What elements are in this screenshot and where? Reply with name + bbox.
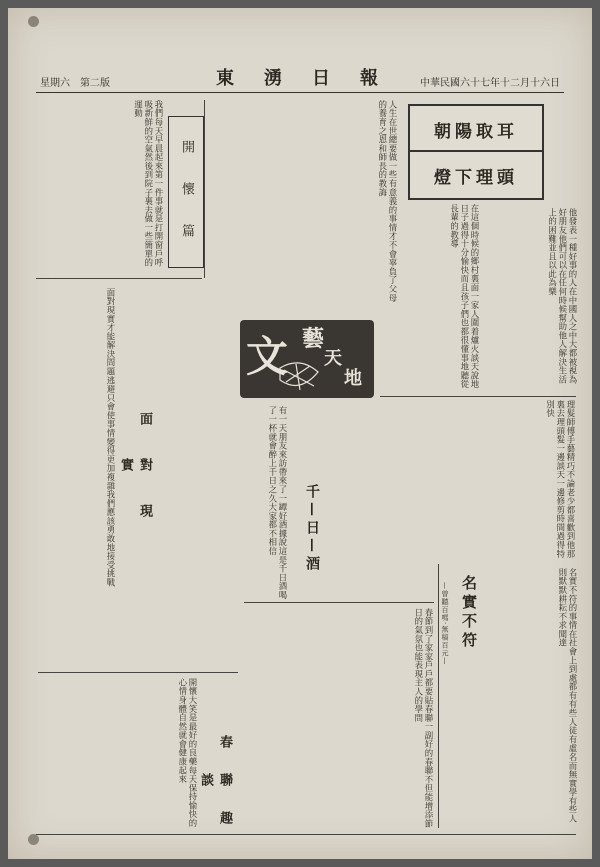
article-text: 在這個時候的鄉村裏面一家人圍着爐火談天說地日子過得十分愉快而且孩子們也都很懂事地聽從長輩的教導	[449, 204, 480, 389]
headline-thousand-day-wine: 千—日—酒	[304, 484, 320, 574]
divider	[204, 100, 205, 278]
date-label: 中華民國六十七年十二月十六日	[420, 78, 560, 89]
article-text: 有一天朋友來訪帶來了一罈好酒據說這是千日酒喝了一杯就會醉上千日之久大家都不相信	[267, 406, 288, 600]
divider	[380, 396, 576, 397]
divider	[438, 564, 439, 828]
article-text: 我們每天早晨起來第一件事就是打開窗戶呼吸新鮮的空氣然後到院子裏去做一些簡單的運動	[133, 100, 164, 268]
article-text: 他發表一種好事的人在中國人之中大都被視為好朋友他們可以在任何時候幫助他人解決生活上的困難並且以此為樂	[547, 208, 578, 384]
headline-face-reality: 面 對 現 實	[118, 411, 152, 550]
masthead-rule	[36, 92, 564, 93]
divider	[38, 672, 238, 673]
article-text: 春節到了家家戶戶都要貼春聯一副好的春聯不但能增添節日的氣氛也能表現主人的學問	[413, 608, 434, 828]
article-text: 開懷大笑是最好的良藥每天保持愉快的心情身體自然就會健康起來	[177, 678, 198, 828]
newspaper-title: 東 湧 日 報	[216, 68, 384, 89]
arts-column-logo: 文 藝 天 地	[240, 320, 374, 398]
divider	[36, 278, 202, 279]
divider	[244, 602, 434, 603]
headline-spring-couplets: 春 聯 趣 談	[198, 734, 232, 849]
issue-label: 星期六 第二版	[40, 78, 110, 89]
column-box: 開 懷 篇	[168, 116, 204, 268]
punch-hole	[28, 834, 39, 845]
article-text: 名實不符的事情在社會上到處都有有些人徒有虛名而無實學有些人則默默耕耘不求聞達	[557, 568, 578, 823]
masthead	[28, 70, 572, 88]
bottom-rule	[36, 834, 576, 835]
article-text: 理髮師傅手藝精巧不論老少都喜歡到他那裏去理頭髮一邊談天一邊修剪時間過得特別快	[545, 400, 576, 559]
banner-top: 朝陽取耳	[408, 104, 544, 154]
banner-bottom: 燈下理頭	[408, 150, 544, 200]
decoration-icon	[240, 320, 374, 398]
punch-hole	[28, 16, 39, 27]
headline-byline: —曾聽百嗎‧無稿百元—	[441, 582, 449, 666]
article-text: 人生在世總要做一些有意義的事情才不會辜負了父母的養育之恩和師長的教誨	[377, 100, 398, 303]
newspaper-page	[8, 8, 592, 859]
article-text: 面對現實才能解決問題逃避只會使事情變得更加複雜我們應該勇敢地接受挑戰	[106, 288, 116, 587]
headline-name-mismatch: 名實不符	[460, 575, 478, 651]
